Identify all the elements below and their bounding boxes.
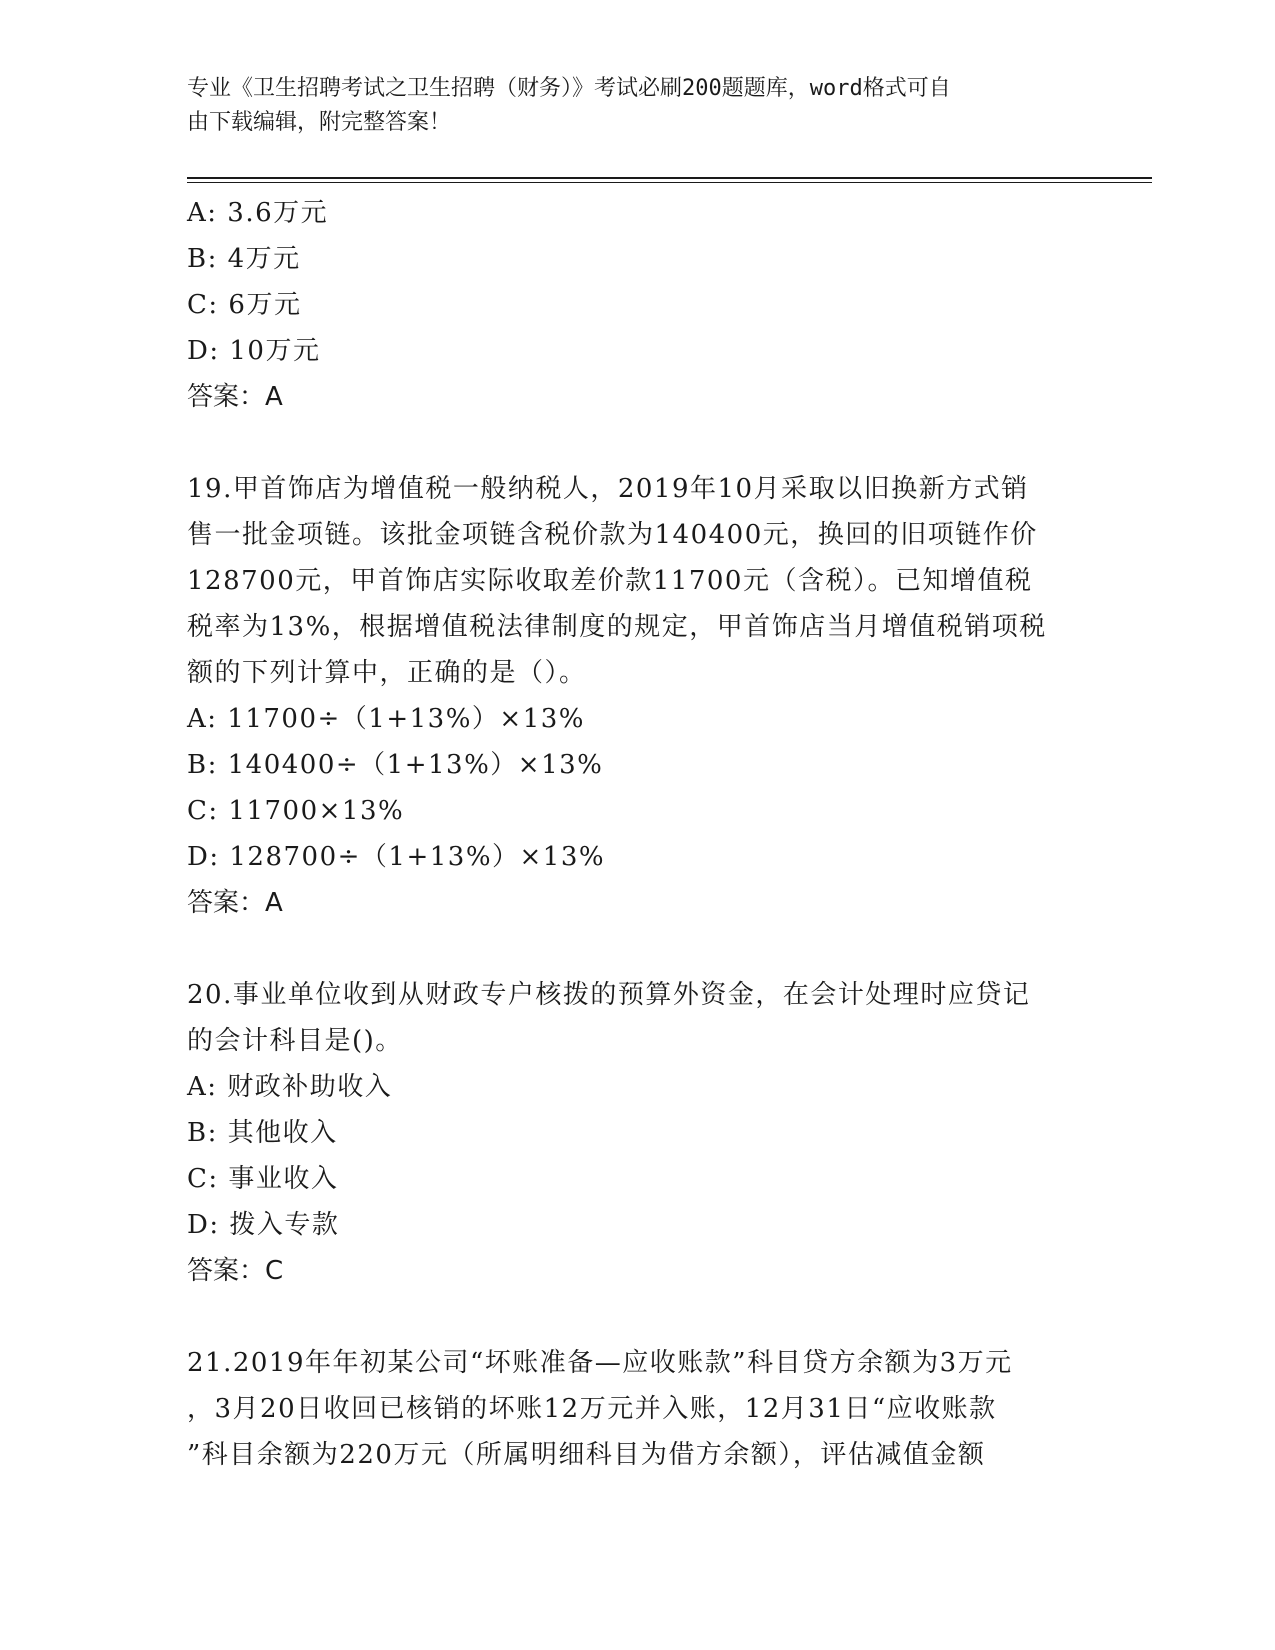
question-21: [187, 1340, 1087, 1478]
option-b: B: 其他收入: [187, 1118, 338, 1148]
question-stem-line: ，3月20日收回已核销的坏账12万元并入账，12月31日“应收账款: [187, 1394, 997, 1424]
option-d: D: 10万元: [187, 336, 321, 366]
question-stem-line: 21.2019年年初某公司“坏账准备—应收账款”科目贷方余额为3万元: [187, 1348, 1013, 1378]
spacer: [187, 420, 1087, 466]
option-b: B: 4万元: [187, 244, 301, 274]
option-c: C: 事业收入: [187, 1164, 339, 1194]
question-stem-line: 额的下列计算中，正确的是（）。: [187, 658, 587, 688]
question-stem-line: 20.事业单位收到从财政专户核拨的预算外资金，在会计处理时应贷记: [187, 980, 1031, 1010]
option-c: C: 11700×13%: [187, 796, 405, 826]
option-d: D: 拨入专款: [187, 1210, 340, 1240]
option-a: A: 财政补助收入: [187, 1072, 393, 1102]
question-stem-line: 的会计科目是()。: [187, 1026, 403, 1056]
option-a: A: 3.6万元: [187, 198, 329, 228]
spacer: [187, 926, 1087, 972]
option-a: A: 11700÷（1+13%）×13%: [187, 704, 585, 734]
question-stem-line: ”科目余额为220万元（所属明细科目为借方余额），评估减值金额: [187, 1440, 986, 1470]
answer: 答案：A: [187, 888, 283, 918]
question-20: [187, 972, 1087, 1294]
header-rule-thick: [187, 177, 1152, 179]
option-d: D: 128700÷（1+13%）×13%: [187, 842, 606, 872]
document-page: [187, 0, 1152, 1650]
question-stem-line: 19.甲首饰店为增值税一般纳税人，2019年10月采取以旧换新方式销: [187, 474, 1029, 504]
option-b: B: 140400÷（1+13%）×13%: [187, 750, 604, 780]
question-stem-line: 128700元，甲首饰店实际收取差价款11700元（含税）。已知增值税: [187, 566, 1033, 596]
header-line-2: 由下载编辑，附完整答案！: [187, 110, 452, 135]
header-line-1: 专业《卫生招聘考试之卫生招聘（财务）》考试必刷200题题库，word格式可自: [187, 76, 951, 101]
question-stem-line: 售一批金项链。该批金项链含税价款为140400元，换回的旧项链作价: [187, 520, 1038, 550]
spacer: [187, 1294, 1087, 1340]
document-header: [187, 72, 1067, 140]
header-rule-thin: [187, 182, 1152, 183]
question-stem-line: 税率为13%，根据增值税法律制度的规定，甲首饰店当月增值税销项税: [187, 612, 1047, 642]
document-content: [187, 190, 1087, 1478]
answer: 答案：C: [187, 1256, 284, 1286]
question-19: [187, 466, 1087, 926]
answer: 答案：A: [187, 382, 283, 412]
option-c: C: 6万元: [187, 290, 302, 320]
question-18: [187, 190, 1087, 420]
